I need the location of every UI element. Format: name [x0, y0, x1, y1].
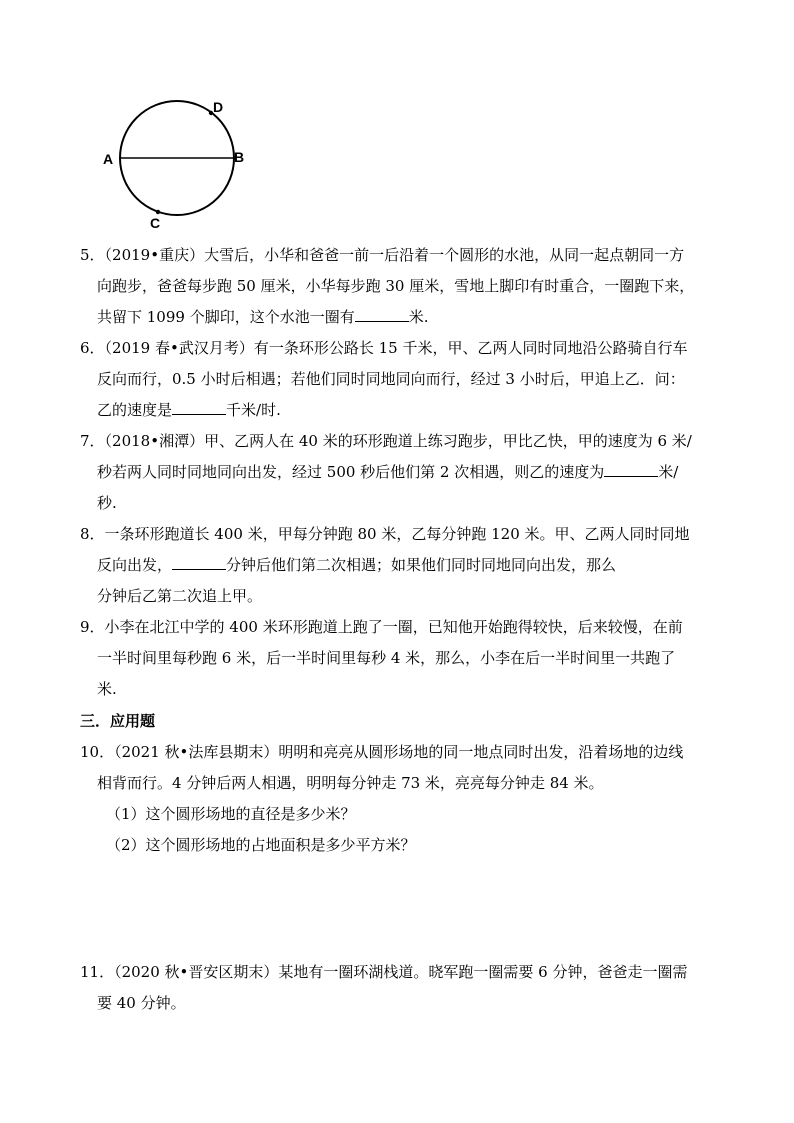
q9-line3: 米.: [97, 680, 117, 698]
q7-line3: 秒.: [97, 494, 117, 512]
q7-answer-blank[interactable]: [604, 462, 658, 477]
q8-line1: 8．一条环形跑道长 400 米，甲每分钟跑 80 米，乙每分钟跑 120 米。甲、乙两人同时同地: [80, 525, 690, 543]
q8-line3: 分钟后乙第二次追上甲。: [97, 587, 263, 605]
q7-line1: 7．（2018•湘潭）甲、乙两人在 40 米的环形跑道上练习跑步，甲比乙快，甲的速度为 6 米/: [80, 432, 692, 450]
label-d: D: [213, 99, 224, 115]
q8-line2-rest: 分钟后他们第二次相遇；如果他们同时同地同向出发，那么: [226, 556, 617, 574]
q7-line2-text: 秒若两人同时同地同向出发，经过 500 秒后他们第 2 次相遇，则乙的速度为: [97, 463, 605, 481]
q9-line2: 一半时间里每秒跑 6 米，后一半时间里每秒 4 米，那么，小李在后一半时间里一共跑了: [97, 649, 676, 667]
q10-line1: 10．（2021 秋•法库县期末）明明和亮亮从圆形场地的同一地点同时出发，沿着场地的边线: [80, 743, 684, 761]
q5-line3-unit: 米.: [408, 308, 429, 326]
q8-line2: [97, 555, 616, 575]
q7-line2-unit: 米/: [658, 463, 679, 481]
q5-answer-blank[interactable]: [355, 307, 409, 322]
q5-line2: 向跑步，爸爸每步跑 50 厘米，小华每步跑 30 厘米，雪地上脚印有时重合，一圈跑下来，: [97, 277, 695, 295]
q6-line3: [97, 400, 281, 420]
point-c-dot: [156, 210, 160, 214]
q6-line3-text: 乙的速度是: [97, 401, 173, 419]
section-title: 三．应用题: [80, 712, 156, 730]
q9-line1: 9．小李在北江中学的 400 米环形跑道上跑了一圈，已知他开始跑得较快，后来较慢，在前: [80, 618, 683, 636]
q5-line3: [97, 307, 429, 327]
q8-line2-text: 反向出发，: [97, 556, 173, 574]
label-b: B: [234, 149, 245, 165]
q5-line3-text: 共留下 1099 个脚印，这个水池一圈有: [97, 308, 355, 326]
label-a: A: [103, 151, 114, 167]
q6-line1: 6．（2019 春•武汉月考）有一条环形公路长 15 千米，甲、乙两人同时同地沿公路骑自行车: [80, 339, 688, 357]
circle-diagram: [98, 92, 258, 232]
q6-line3-unit: 千米/时.: [226, 401, 281, 419]
q11-line2: 要 40 分钟。: [97, 994, 186, 1012]
q10-line2: 相背而行。4 分钟后两人相遇，明明每分钟走 73 米，亮亮每分钟走 84 米。: [97, 774, 604, 792]
label-c: C: [150, 215, 161, 231]
q7-line2: [97, 462, 678, 482]
q5-line1: 5．（2019•重庆）大雪后，小华和爸爸一前一后沿着一个圆形的水池，从同一起点朝同一方: [80, 246, 685, 264]
q11-line1: 11．（2020 秋•晋安区期末）某地有一圈环湖栈道。晓军跑一圈需要 6 分钟，爸爸走一圈需: [80, 963, 688, 981]
q6-answer-blank[interactable]: [172, 400, 226, 415]
q10-sub1: （1）这个圆形场地的直径是多少米？: [106, 805, 356, 823]
q6-line2: 反向而行，0.5 小时后相遇；若他们同时同地同向而行，经过 3 小时后，甲追上乙．问：: [97, 370, 685, 388]
q8-answer-blank-1[interactable]: [172, 555, 226, 570]
q10-sub2: （2）这个圆形场地的占地面积是多少平方米？: [106, 836, 416, 854]
